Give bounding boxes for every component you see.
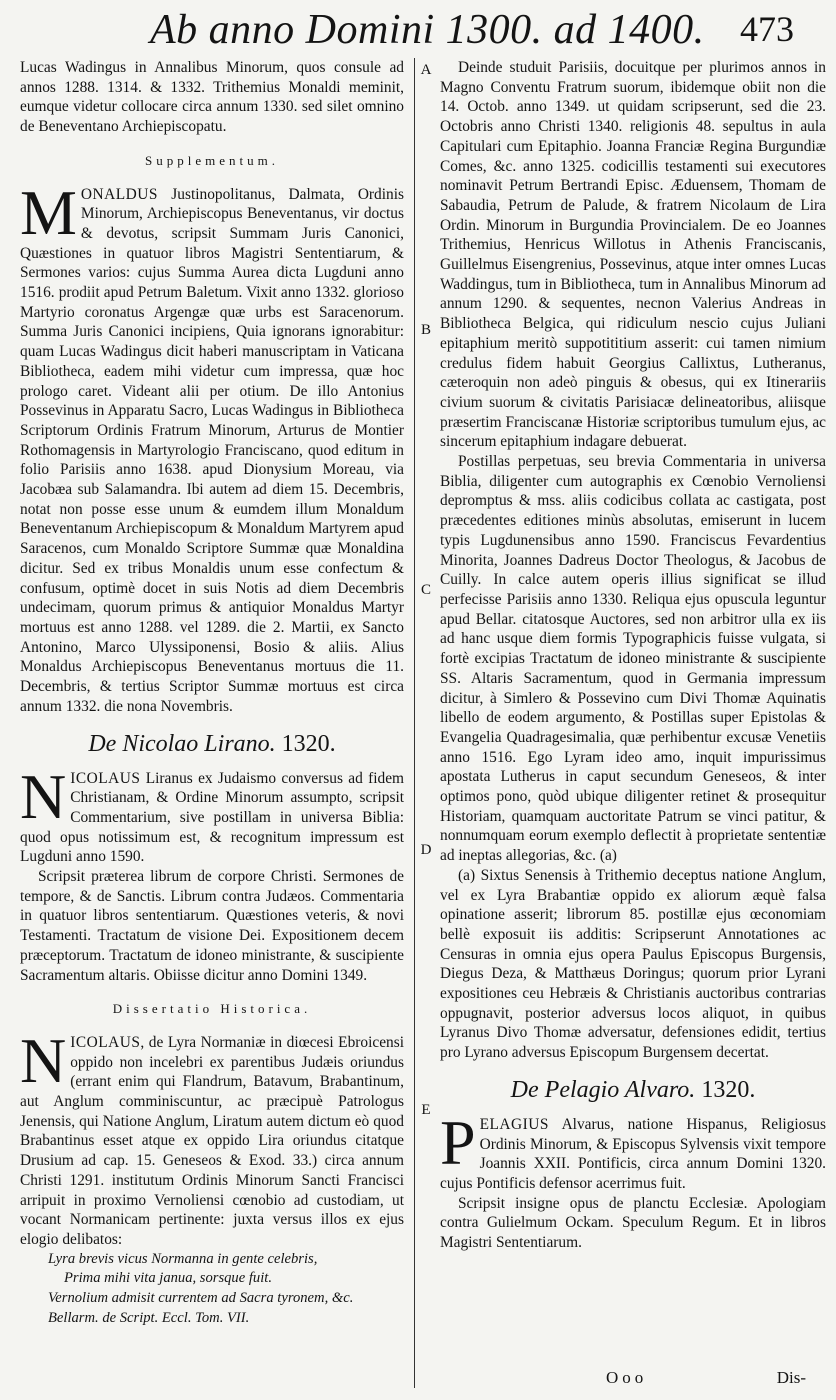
lyra-footnote-a: (a) Sixtus Senensis à Trithemio deceptus natione Anglum, vel ex Lyra Brabantiæ oppido ex aliorum æquè falsa opinatione asserit; librorum 85. postillæ ejus œconomiam bellè exposuit iis additis: Scripserunt Annotationes ac Censuras in omnia ejus opera Paulus Episcopus Burgensis, Diegus Deza, & Matthæus Doringus; quorum prior Lyrani expositiones ceu Hebræis & Christianis auctoribus contrarias oppugnavit, posterior adversus locos aliquot, in quibus Lyranus Divo Thomæ adversatur, defensiones edidit, tertius pro Lyrano adversus Episcopum Burgensem decertat.: [440, 866, 826, 1062]
nicolao-heading: [20, 729, 404, 759]
verse-line-1: Lyra brevis vicus Normanna in gente celebris,: [48, 1250, 318, 1267]
drop-cap-n: N: [20, 760, 67, 832]
catchword: Dis-: [776, 1368, 806, 1387]
verse-line-3: Vernolium admisit currentem ad Sacra tyronem, &c.: [48, 1290, 354, 1307]
pelagius-works-paragraph: Scripsit insigne opus de planctu Ecclesiæ. Apologiam contra Gulielmum Ockam. Speculum Regum. Et in libros Magistri Sententiarum.: [440, 1194, 826, 1252]
monaldus-paragraph: [20, 176, 404, 717]
drop-cap-m: M: [20, 176, 77, 248]
margin-letter-b: B: [420, 322, 431, 338]
right-column: [440, 58, 826, 1253]
column-rule: [414, 58, 415, 1388]
pelagius-capword: ELAGIUS: [479, 1115, 549, 1133]
margin-letter-a: A: [420, 62, 432, 78]
drop-cap-n2: N: [20, 1024, 67, 1096]
left-column: [20, 58, 404, 1328]
nicolaus-capword: ICOLAUS: [70, 769, 141, 787]
monaldus-text: Justinopolitanus, Dalmata, Ordinis Minorum, Archiepiscopus Beneventanus, vir doctus & devotus, scripsit Summam Juris Canonici, Quæstiones in quatuor libros Magistri Sententiarum, & Sermones varios: cujus Summa Aurea dicta Lugduni anno 1516. prodiit apud Petrum Baletum. Vixit anno 1332. glorioso Martyrio coronatus Argengæ quæ urbs est Saracenorum. Summa Juris Canonici incipiens, Quia ignorans ignorabitur: quam Lucas Wadingus dicit haberi manuscriptam in Vaticana Bibliotheca, eadem mihi videtur cum impressa, quæ hoc prologo caret. Videant alii per otium. De illo Antonius Possevinus in Apparatu Sacro, Lucas Wadingus in Bibliotheca Scriptorum Ordinis Fratrum Minorum, Arturus de Montier Rothomagensis in Martyrologio Franciscano, quod editum in folio Parisiis anno 1638. apud Dionysium Moreau, via Jacobæa sub Salamandra. Ibi autem ad diem 15. Decembris, notat non posse esse unum & eumdem illum Monaldum Beneventanum Archiepiscopum & Monaldum Martyrem apud Saracenos, cum Monaldo Scriptore Summæ quæ Monaldina dicitur. Sed ex tribus Monaldis unum esse confectum & confusum, optimè docet in suis Notis ad diem Decembris undecimam, quorum primus & antiquior Monaldus Martyr mortuus est anno 1288. vel 1289. die 2. Martii, ex Sancto Antonino, Marco Ulyssiponensi, Bosio & aliis. Alius Monaldus Archiepiscopus Beneventanus mortuus die 11. Decembris, & tertius Scriptor Summæ mortuus est circa annum 1332. die nona Novembris.: [20, 185, 404, 715]
pelagio-heading: [440, 1075, 826, 1105]
drop-cap-p: P: [440, 1106, 476, 1178]
nicolaus-text: Liranus ex Judaismo conversus ad fidem Christianam, & Ordine Minorum assumpto, scripsit Commentarium, sive postillam in universa Biblia: quod opus notissimum est, & recognitum impressum est Lugduni anno 1590.: [20, 769, 404, 866]
running-head: [0, 6, 836, 58]
lyra-paragraph-1: Deinde studuit Parisiis, docuitque per plurimos annos in Magno Conventu Fratrum suorum, ibidemque obiit non die 14. Octob. anno 1349. ut quidam scripserunt, sed die 23. Octobris anno Christi 1340. religionis 48. sepultus in aula Capitulari cum Epitaphio. Joanna Franciæ Regina Burgundiæ Comes, &c. anno 1325. codicillis testamenti sui executores nominavit Petrum Bertrandi Episc. Æduensem, Thomam de Sabaudia, Petrum de Palude, & fratrem Nicolaum de Lira Ordin. Minorum in Burgundia Provincialem. De eo Joannes Trithemius, Henricus Willotus in Athenis Franciscanis, Guillelmus Eisengrenius, Possevinus, atque inter omnes Lucas Waddingus, tum in Bibliotheca, tum in Annalibus Minorum ad annum 1290. & sequentes, necnon Valerius Andreas in Bibliotheca Belgica, qui ridiculum nescio cujus Juliani epitaphium meritò suppotititium asserit: cui tamen nimium credulus fidem habuit Georgius Callixtus, Lutheranus, cæteroquin non adeò pinguis & obesus, qui ex Itinerariis civium suorum & civitatis Parisiacæ delineatoribus, aliisque præsertim Franciscanæ Historiæ scriptoribus tumulum ejus, ac sincerum epitaphium indagare debuerat.: [440, 59, 826, 451]
margin-letter-e: E: [421, 1102, 431, 1118]
margin-letter-d: D: [420, 842, 432, 858]
nicolaus2-capword: ICOLAUS: [70, 1033, 141, 1051]
page-number: 473: [740, 9, 794, 49]
lyra-paragraph-2: Postillas perpetuas, seu brevia Commentaria in universa Biblia, diligenter cum autographis ex Cœnobio Vernoliensi depromptus & mss. aliis codicibus collata ac castigata, post præcedentes editiones minùs absolutas, emiserunt in lucem typis Lugdunensibus anno 1590. Franciscus Fevardentius Minorita, Joannes Dadreus Doctor Theologus, & Jacobus de Cuilly. In calce autem operis illius significat se illud perfecisse Parisiis anno 1330. Reliqua ejus opuscula leguntur apud Bellar. citatosque Auctores, sed non arbitror ulla ex iis ad hanc usque diem formis Typographicis fuisse vulgata, si fortè excipias Tractatum de idoneo ministrante & suscipiente SS. Altaris Sacramentum, quod in Germania impressum dicitur, à Simlero & Possevino cum Divi Thomæ Aquinatis libello de eodem argumento, & Postillas super Epistolas & Evangelia Quadragesimalia, quæ perhibentur excusæ Venetiis anno 1516. Ego Lyram ideo amo, inquit impurissimus apostata Lutherus in caput secundum Geneseos, & inter optimos pono, quòd ubique diligenter retinet & prosequitur Historiam, quamquam auctoritate Patrum se vinci patitur, & nonnumquam eorum exemplo deflectit à proprietate sententiæ ad ineptas allegorias, &c. (a): [440, 453, 826, 865]
nicolaus2-paragraph: [20, 1024, 404, 1250]
monaldus-capword: ONALDUS: [80, 185, 158, 203]
pelagius-paragraph: [440, 1106, 826, 1194]
pelagio-heading-year: 1320.: [701, 1076, 756, 1103]
signature-mark: Ooo: [606, 1368, 648, 1387]
intro-paragraph: Lucas Wadingus in Annalibus Minorum, quos consule ad annos 1288. 1314. & 1332. Trithemius Monaldi meminit, eumque videtur collocare circa annum 1330. sed silet omnino de Beneventano Archiepiscopatu.: [20, 59, 404, 136]
running-title: Ab anno Domini 1300. ad 1400.: [150, 7, 705, 53]
page-footer: [406, 1368, 806, 1394]
nicolao-heading-text: De Nicolao Lirano.: [88, 730, 276, 757]
dissertatio-heading: Dissertatio Historica.: [112, 1001, 312, 1017]
nicolaus-paragraph: [20, 760, 404, 868]
supplementum-heading: Supplementum.: [145, 152, 279, 168]
scripsit-paragraph: Scripsit præterea librum de corpore Christi. Sermones de tempore, & de Sanctis. Librum contra Judæos. Commentaria in quatuor libros sententiarum. Quæstiones veteris, & novi Testamenti. Tractatum de visione Dei. Expositionem decem præceptorum. Tractatum de idoneo ministrante, & suscipiente Sacramentum altaris. Obiisse dicitur anno Domini 1349.: [20, 868, 404, 984]
nicolaus2-text: , de Lyra Normaniæ in diœcesi Ebroicensi oppido non incelebri ex parentibus Judæis oriundus (errant enim qui Flandrum, Batavum, Brabantinum, aut Anglum comminiscuntur, ac præcipuè Patrologus Jenensis, qui Natione Anglum, Liratum autem dictum eò quod Brabantinus esset atque ex oppido Lira oriundus citatque Drusium ad cap. 15. Geneseos & Exod. 33.) circa annum Christi 1291. institutum Ordinis Minorum Sancti Francisci arripuit in proximo Vernoliensi cœnobio ad custodiam, ut vocant Normanicam pertinente: juxta versus illos ex ejus elogio delibatos:: [20, 1033, 404, 1248]
nicolao-heading-year: 1320.: [281, 730, 336, 757]
margin-letter-c: C: [420, 582, 431, 598]
citation-line: Bellarm. de Script. Eccl. Tom. VII.: [48, 1309, 250, 1326]
pelagio-heading-text: De Pelagio Alvaro.: [510, 1076, 696, 1103]
verse-line-2: Prima mihi vita janua, sorsque fuit.: [64, 1270, 272, 1287]
pelagius-text: Alvarus, natione Hispanus, Religiosus Ordinis Minorum, & Episcopus Sylvensis vixit tempore Joannis XXII. Pontificis, circa annum Domini 1320. cujus Pontificis defensor acerrimus fuit.: [440, 1115, 826, 1192]
